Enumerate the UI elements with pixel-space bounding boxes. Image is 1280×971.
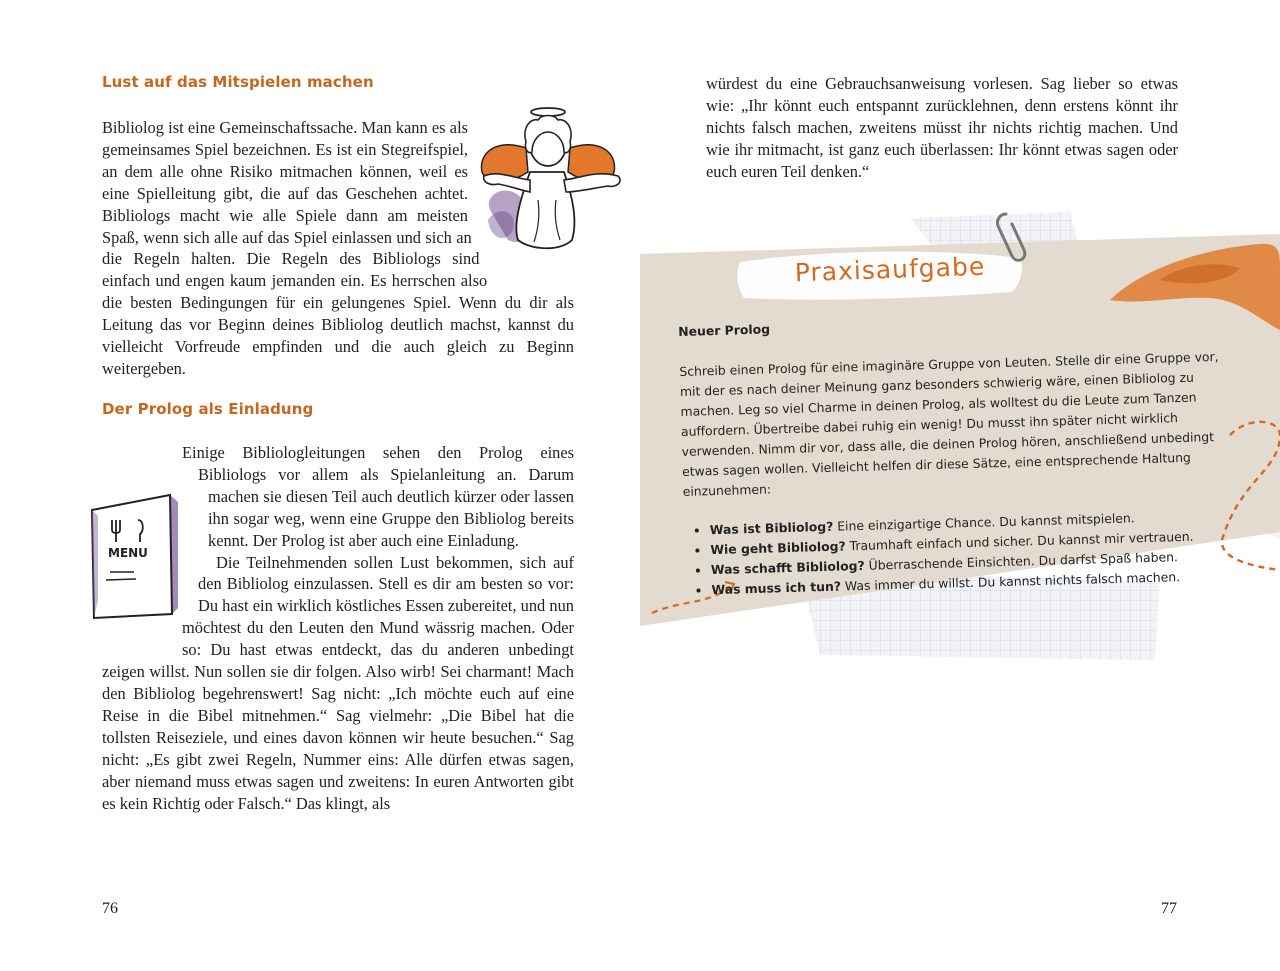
- section-heading-mitspielen: Lust auf das Mitspielen machen: [102, 73, 374, 91]
- angel-illustration: [468, 100, 633, 265]
- section-heading-prolog: Der Prolog als Einladung: [102, 400, 314, 418]
- menu-float-spacer-a: [102, 442, 182, 464]
- paragraph-prolog-intro: Einige Bibliologleitungen sehen den Prolog eines Bibliologs vor allem als Spielanleitung an. Darum machen sie diesen Teil auch deutlich kürzer oder lassen ihn sogar weg, wenn eine Gruppe den Bibliolog bereits kennt. Der Prolog ist aber auch eine Einladung.: [182, 443, 574, 550]
- menu-label: MENU: [108, 546, 148, 560]
- paragraph-gemeinschaft: Bibliolog ist eine Gemeinschaftssache. Man kann es als gemeinsames Spiel bezeichnen. Es ist ein Stegreifspiel, an dem alle ohne Risiko mitmachen können, weil es eine Spielleitung gibt, die auf das Geschehen achtet. Bibliologs macht wie alle Spiele dann am meisten Spaß, wenn sich alle auf das Spiel einlassen und sich an die Regeln halten. Die Regeln des Bibliologs sind einfach und engen kaum jemanden ein. Es herrschen also die besten Bedingungen für ein gelungenes Spiel. Wenn du dir als Leitung das vor Beginn deines Bibliolog deutlich machst, kannst du vielleicht Vorfreude empfinden und die auch gleich zu Beginn weitergeben.: [102, 118, 574, 378]
- page-number-left: 76: [102, 900, 118, 917]
- praxisaufgabe-card: [640, 210, 1280, 670]
- praxis-list: [684, 505, 1241, 600]
- page-number-right: 77: [1161, 900, 1177, 917]
- praxis-body: [678, 307, 1241, 601]
- list-item: • Was schafft Bibliolog? Überraschende Einsichten. Du darfst Spaß haben.: [711, 545, 1240, 580]
- list-item: • Was ist Bibliolog? Eine einzigartige Chance. Du kannst mitspielen.: [710, 505, 1239, 540]
- list-item: • Was muss ich tun? Was immer du willst. Du kannst nichts falsch machen.: [711, 565, 1240, 600]
- menu-card-illustration: [82, 490, 182, 620]
- paragraph-prolog-einladung: Die Teilnehmenden sollen Lust bekommen, sich auf den Bibliolog einzulassen. Stell es dir am besten so vor: Du hast ein wirklich köstliches Essen zubereitet, und nun möchtest du den Leuten den Mund wässrig machen. Oder so: Du hast etwas entdeckt, das du anderen unbedingt zeigen willst. Nun sollen sie dir folgen. Also wirb! Sei charmant! Mach den Bibliolog begehrenswert! Sag nicht: „Ich möchte euch auf eine Reise in die Bibel mitnehmen.“ Sag vielmehr: „Die Bibel hat die tollsten Reiseziele, und eines davon können wir heute besuchen.“ Sag nicht: „Es gibt zwei Regeln, Nummer eins: Alle dürfen etwas sagen, aber niemand muss etwas sagen und zweitens: In euren Antworten gibt es kein Richtig oder Falsch.“ Das klingt, als: [102, 552, 574, 813]
- paragraph-gebrauchsanweisung: würdest du eine Gebrauchsanweisung vorlesen. Sag lieber so etwas wie: „Ihr könnt euch entspannt zurücklehnen, denn erstens könnt ihr nichts falsch machen, zweitens müsst ihr nichts richtig machen. Und wie ihr mitmacht, ist ganz euch überlassen: Ihr könnt etwas sagen oder euch euren Teil denken.“: [706, 74, 1178, 181]
- praxis-title: Praxisaufgabe: [794, 251, 986, 288]
- paragraph-gebrauchsanweisung-block: [706, 73, 1178, 183]
- list-item: • Wie geht Bibliolog? Traumhaft einfach und sicher. Du kannst mir vertrauen.: [710, 525, 1239, 560]
- praxis-intro: Schreib einen Prolog für eine imaginäre Gruppe von Leuten. Stelle dir eine Gruppe vor, mit der es nach deiner Meinung ganz besonders schwierig wäre, einen Bibliolog zu machen. Leg so viel Charme in deinen Prolog, als wolltest du die Leute zum Tanzen auffordern. Übertreibe dabei ruhig ein wenig! Du musst ihn später nicht wirklich verwenden. Nimm dir vor, dass alle, die deinen Prolog hören, anschließend unbedingt etwas sagen wollen. Vielleicht helfen dir diese Sätze, eine entsprechende Haltung einzunehmen:: [679, 348, 1219, 499]
- menu-float-spacer-b: [102, 464, 198, 486]
- praxis-subtitle: Neuer Prolog: [678, 321, 771, 339]
